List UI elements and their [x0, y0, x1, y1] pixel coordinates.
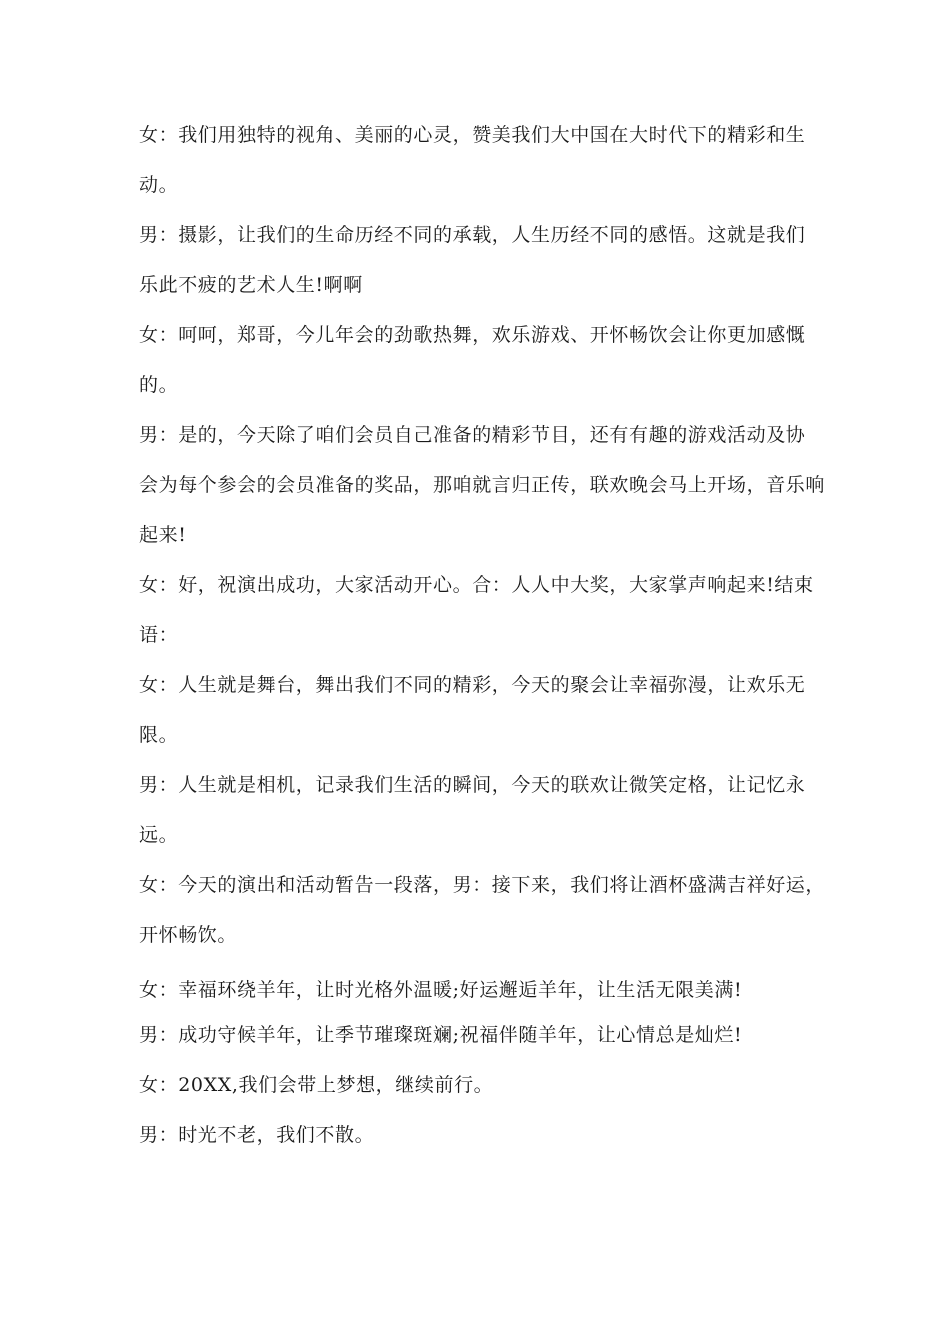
dialogue-line: 动。	[139, 174, 179, 196]
dialogue-line: 男：是的，今天除了咱们会员自己准备的精彩节目，还有有趣的游戏活动及协	[139, 424, 806, 446]
dialogue-line: 远。	[139, 824, 179, 846]
dialogue-line: 女：20XX,我们会带上梦想，继续前行。	[139, 1074, 494, 1096]
dialogue-line: 会为每个参会的会员准备的奖品，那咱就言归正传，联欢晚会马上开场，音乐响	[139, 474, 826, 496]
dialogue-line: 开怀畅饮。	[139, 924, 238, 946]
dialogue-line: 女：好，祝演出成功，大家活动开心。合：人人中大奖，大家掌声响起来!结束	[139, 574, 814, 596]
dialogue-line: 乐此不疲的艺术人生!啊啊	[139, 274, 363, 296]
dialogue-line: 男：人生就是相机，记录我们生活的瞬间，今天的联欢让微笑定格，让记忆永	[139, 774, 806, 796]
dialogue-line: 女：幸福环绕羊年，让时光格外温暖;好运邂逅羊年，让生活无限美满!	[139, 979, 743, 1001]
dialogue-line: 女：人生就是舞台，舞出我们不同的精彩，今天的聚会让幸福弥漫，让欢乐无	[139, 674, 806, 696]
dialogue-line: 男：成功守候羊年，让季节璀璨斑斓;祝福伴随羊年，让心情总是灿烂!	[139, 1024, 743, 1046]
dialogue-line: 女：今天的演出和活动暂告一段落，男：接下来，我们将让酒杯盛满吉祥好运，	[139, 874, 826, 896]
dialogue-line: 起来!	[139, 524, 187, 546]
dialogue-line: 女：我们用独特的视角、美丽的心灵，赞美我们大中国在大时代下的精彩和生	[139, 124, 806, 146]
dialogue-line: 男：时光不老，我们不散。	[139, 1124, 375, 1146]
dialogue-line: 限。	[139, 724, 179, 746]
dialogue-line: 男：摄影，让我们的生命历经不同的承载，人生历经不同的感悟。这就是我们	[139, 224, 806, 246]
dialogue-line: 女：呵呵，郑哥，今儿年会的劲歌热舞，欢乐游戏、开怀畅饮会让你更加感慨	[139, 324, 806, 346]
dialogue-line: 的。	[139, 374, 179, 396]
dialogue-line: 语：	[139, 624, 179, 646]
